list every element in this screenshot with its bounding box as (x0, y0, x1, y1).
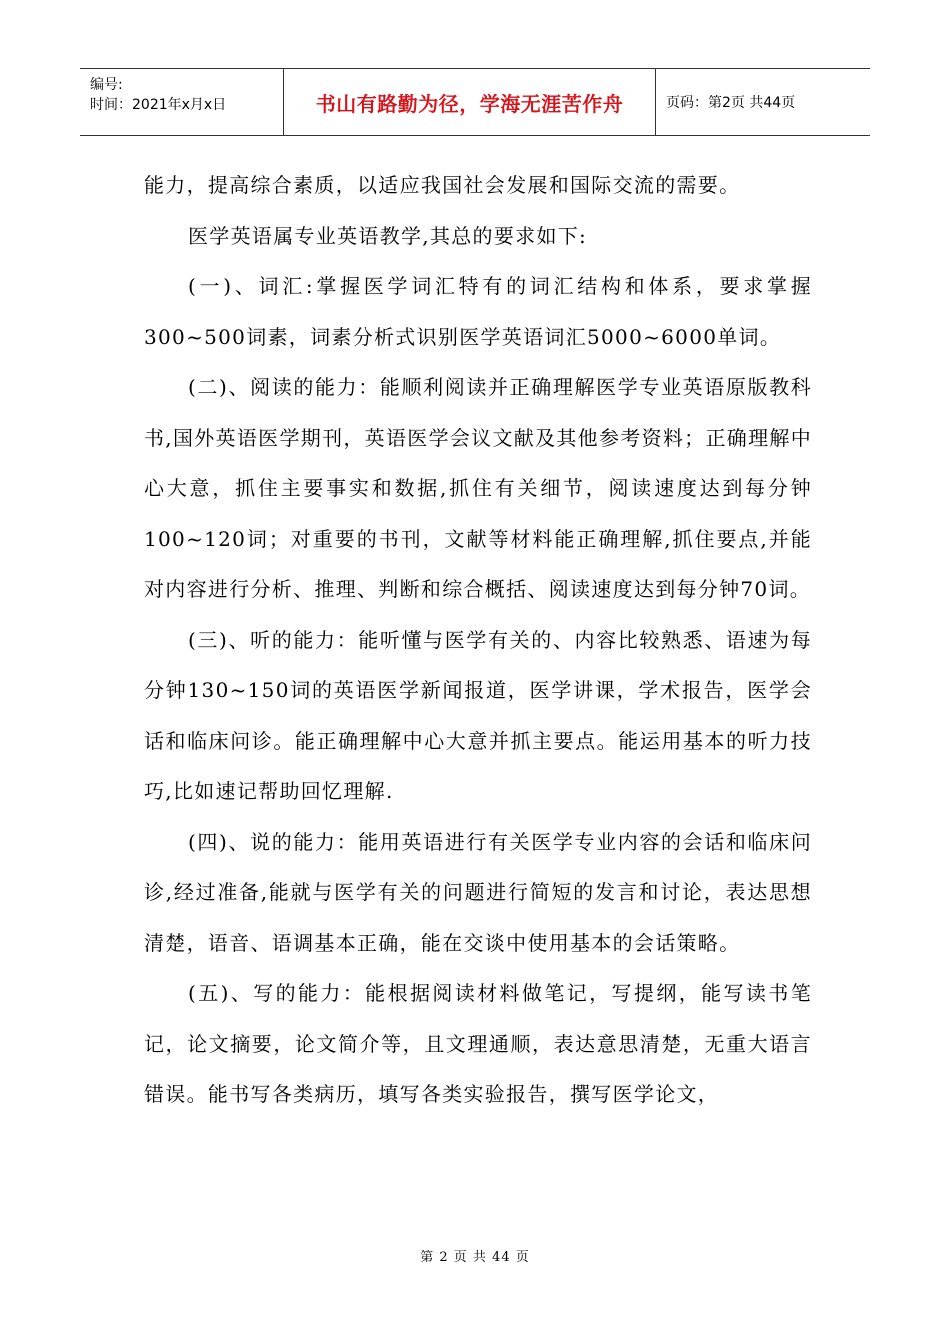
header-meta (80, 69, 284, 135)
header-page-info: 页码：第2页 共44页 (666, 95, 796, 111)
paragraph: (四)、说的能力：能用英语进行有关医学专业内容的会话和临床问诊,经过准备,能就与医学有关的问题进行简短的发言和讨论，表达思想清楚，语音、语调基本正确，能在交谈中使用基本的会话策略。 (144, 829, 812, 955)
page-header (80, 68, 870, 136)
paragraph: 能力，提高综合素质，以适应我国社会发展和国际交流的需要。 (144, 173, 741, 197)
paragraph: (二)、阅读的能力：能顺利阅读并正确理解医学专业英语原版教科书,国外英语医学期刊，英语医学会议文献及其他参考资料；正确理解中心大意，抓住主要事实和数据,抓住有关细节，阅读速度达到每分钟100~120词；对重要的书刊，文献等材料能正确理解,抓住要点,并能对内容进行分析、推理、判断和综合概括、阅读速度达到每分钟70词。 (144, 375, 812, 601)
paragraph: (五)、写的能力：能根据阅读材料做笔记，写提纲，能写读书笔记，论文摘要，论文简介等，且文理通顺，表达意思清楚，无重大语言错误。能书写各类病历，填写各类实验报告，撰写医学论文， (144, 981, 812, 1106)
body-text (144, 160, 812, 1120)
document-date: 时间：2021年x月x日 (90, 97, 227, 113)
paragraph: (一)、词汇:掌握医学词汇特有的词汇结构和体系，要求掌握300~500词素，词素分析式识别医学英语词汇5000~6000单词。 (144, 274, 812, 349)
paragraph: 医学英语属专业英语教学,其总的要求如下: (188, 223, 588, 248)
header-motto: 书山有路勤为径，学海无涯苦作舟 (284, 69, 656, 135)
page-footer: 第 2 页 共 44 页 (420, 1250, 530, 1265)
document-number-label: 编号: (90, 77, 123, 93)
paragraph: (三)、听的能力：能听懂与医学有关的、内容比较熟悉、语速为每分钟130~150词的英语医学新闻报道，医学讲课，学术报告，医学会话和临床问诊。能正确理解中心大意并抓主要点。能运用基本的听力技巧,比如速记帮助回忆理解. (144, 627, 812, 803)
